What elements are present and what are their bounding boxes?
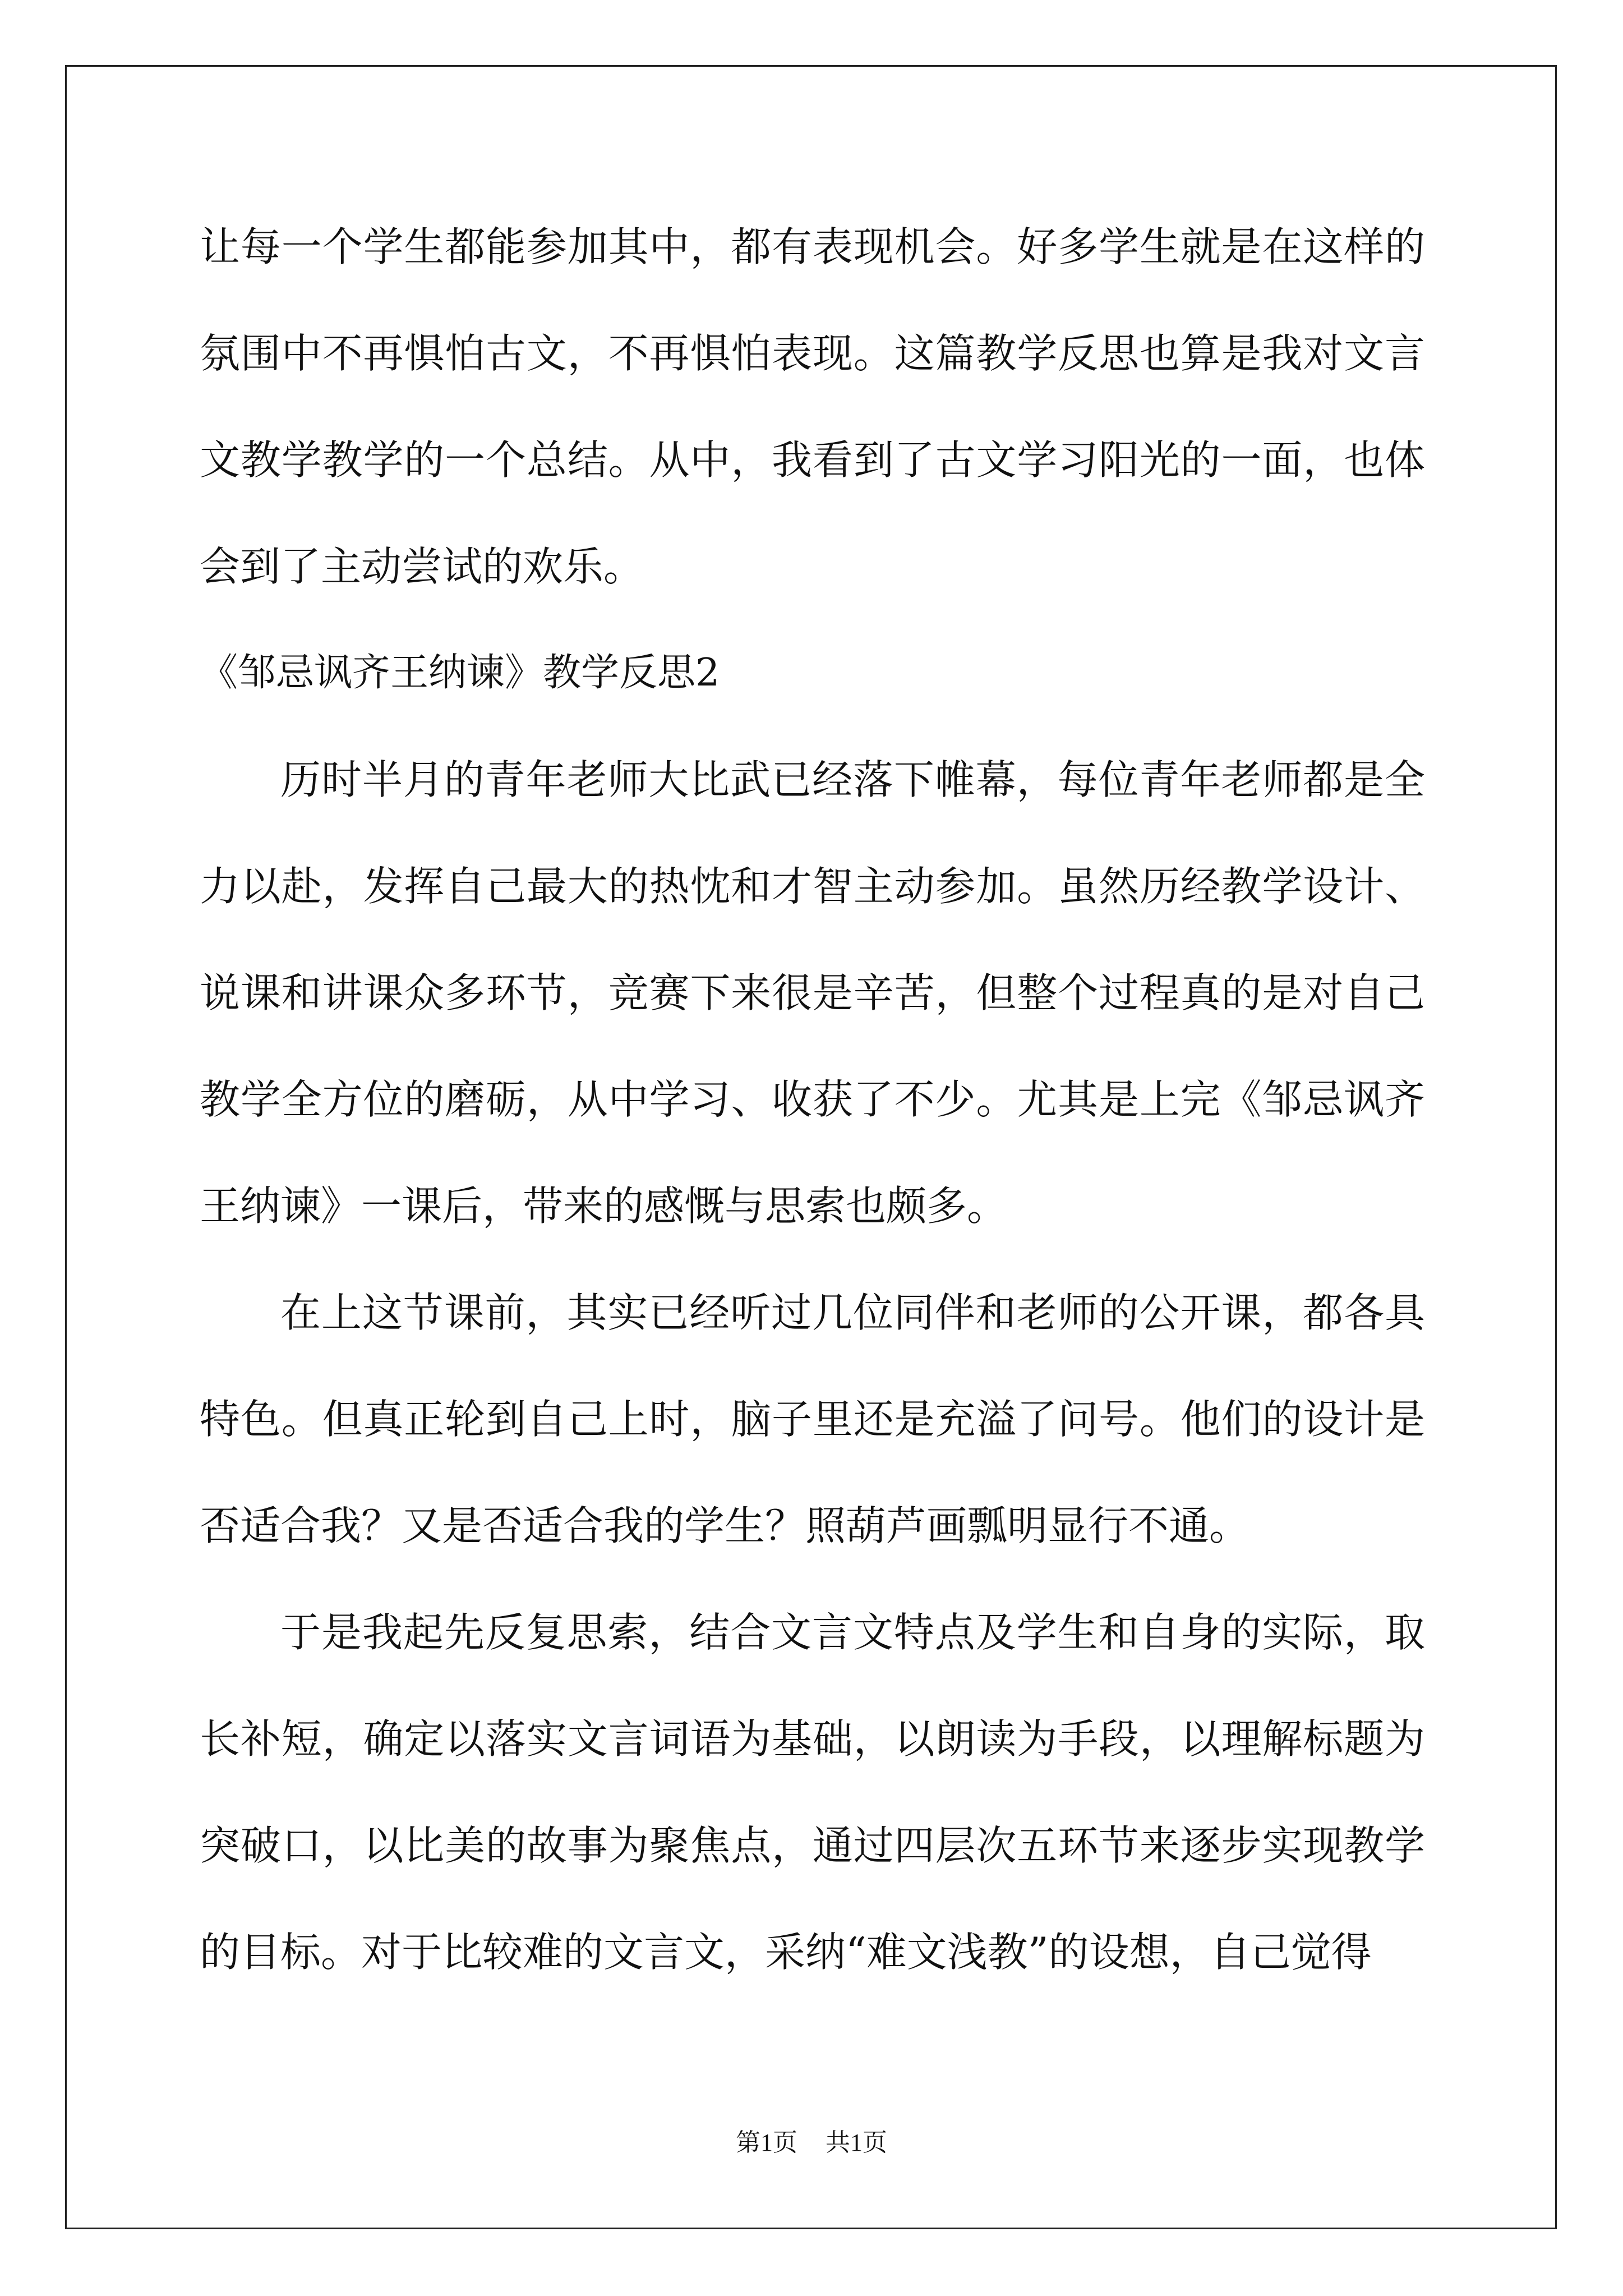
paragraph-2: 历时半月的青年老师大比武已经落下帷幕，每位青年老师都是全力以赴，发挥自己最大的热忱和才智主动参加。虽然历经教学设计、说课和讲课众多环节，竞赛下来很是辛苦，但整个过程真的是对自己教学全方位的磨砺，从中学习、收获了不少。尤其是上完《邹忌讽齐王纳谏》一课后，带来的感慨与思索也颇多。 bbox=[200, 756, 1425, 1230]
page-footer bbox=[0, 2126, 1623, 2160]
page-total: 共1页 bbox=[826, 2129, 887, 2156]
section-heading: 《邹忌讽齐王纳谏》教学反思2 bbox=[200, 651, 720, 695]
document-body bbox=[200, 194, 1425, 2005]
paragraph-1: 让每一个学生都能参加其中，都有表现机会。好多学生就是在这样的氛围中不再惧怕古文，不再惧怕表现。这篇教学反思也算是我对文言文教学教学的一个总结。从中，我看到了古文学习阳光的一面，也体会到了主动尝试的欢乐。 bbox=[200, 223, 1425, 590]
paragraph-3: 在上这节课前，其实已经听过几位同伴和老师的公开课，都各具特色。但真正轮到自己上时，脑子里还是充溢了问号。他们的设计是否适合我？又是否适合我的学生？照葫芦画瓢明显行不通。 bbox=[200, 1289, 1425, 1549]
page-number: 第1页 bbox=[736, 2129, 797, 2156]
paragraph-4: 于是我起先反复思索，结合文言文特点及学生和自身的实际，取长补短，确定以落实文言词语为基础，以朗读为手段，以理解标题为突破口，以比美的故事为聚焦点，通过四层次五环节来逐步实现教学的目标。对于比较难的文言文，采纳“难文浅教”的设想，自己觉得 bbox=[200, 1609, 1425, 1976]
